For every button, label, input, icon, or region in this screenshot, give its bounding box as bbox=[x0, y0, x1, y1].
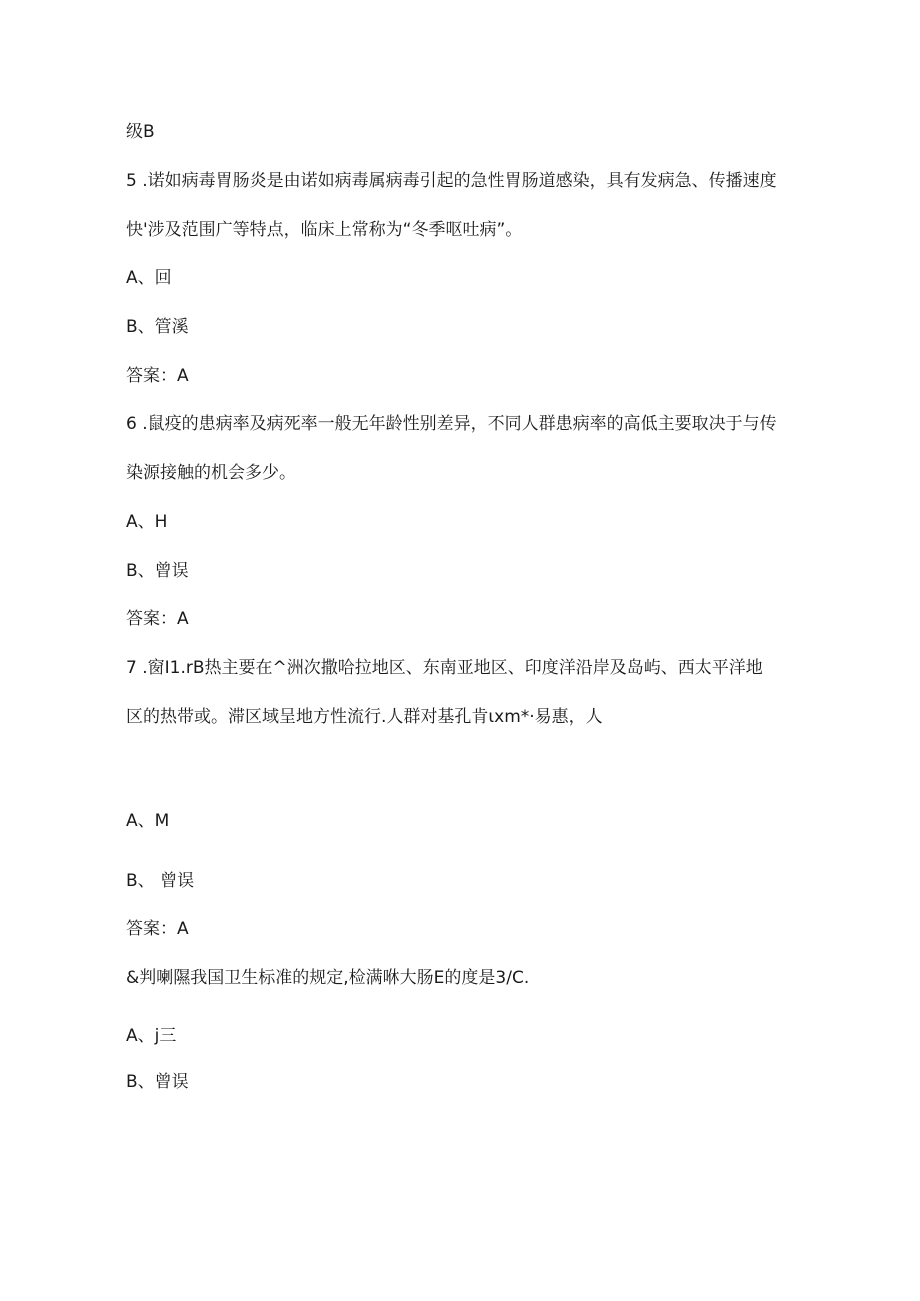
option-a: A、回 bbox=[126, 268, 172, 288]
option-a: A、M bbox=[126, 811, 170, 831]
question-6-line-1: 6 .鼠疫的患病率及病死率一般无年龄性别差异，不同人群患病率的高低主要取决于与传 bbox=[126, 414, 777, 434]
option-b: B、曾误 bbox=[126, 1072, 189, 1092]
question-5-line-2: 快'涉及范围广等特点，临床上常称为“冬季呕吐病”。 bbox=[126, 220, 523, 240]
question-6-line-2: 染源接触的机会多少。 bbox=[126, 463, 296, 483]
answer-line: 答案：A bbox=[126, 919, 189, 939]
answer-line: 答案：A bbox=[126, 609, 189, 629]
question-7-line-1: 7 .窗I1.rB热主要在^洲次撒哈拉地区、东南亚地区、印度洋沿岸及岛屿、西太平洋地 bbox=[126, 658, 763, 678]
question-8-line-1: &判喇隰我国卫生标准的规定,检满咻大肠E的度是3/C. bbox=[126, 968, 530, 988]
text-line: 级B bbox=[126, 122, 155, 142]
option-b: B、曾误 bbox=[126, 561, 189, 581]
option-b: B、管溪 bbox=[126, 317, 189, 337]
answer-line: 答案：A bbox=[126, 366, 189, 386]
question-5-line-1: 5 .诺如病毒胃肠炎是由诺如病毒属病毒引起的急性胃肠道感染，具有发病急、传播速度 bbox=[126, 171, 777, 191]
option-b: B、 曾误 bbox=[126, 871, 195, 891]
question-7-line-2: 区的热带或。滞区域呈地方性流行.人群对基孔肯ιxm*·易惠，人 bbox=[126, 707, 603, 727]
option-a: A、H bbox=[126, 512, 168, 532]
option-a: A、j三 bbox=[126, 1026, 177, 1046]
